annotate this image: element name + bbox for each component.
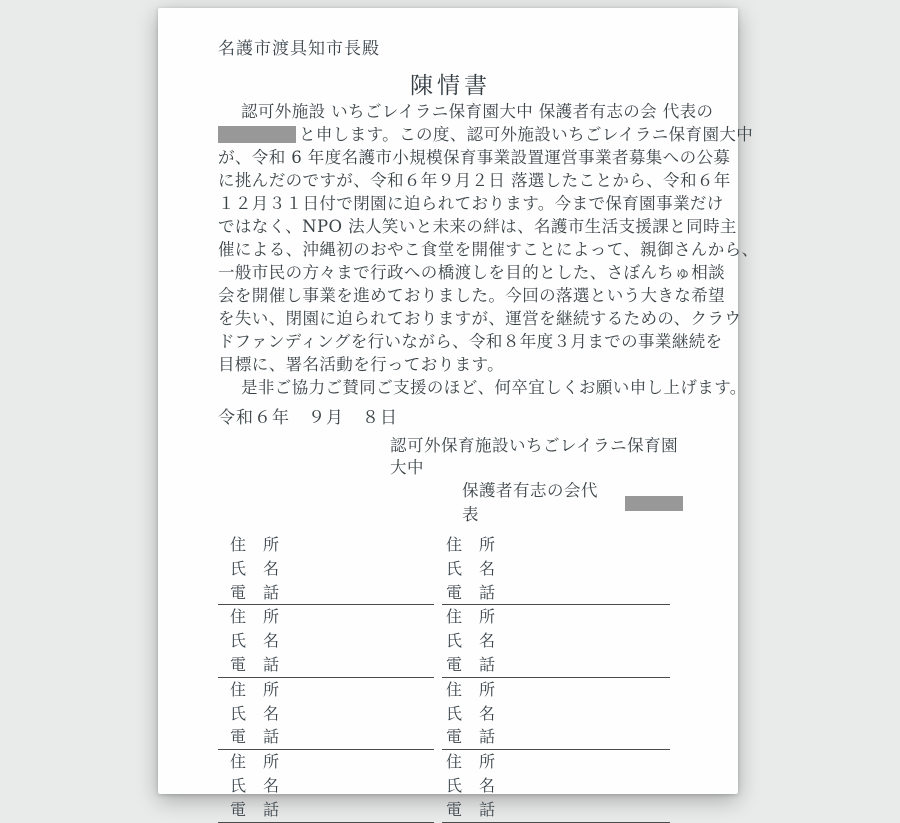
address-label: 住 所 bbox=[230, 752, 280, 772]
body-line: 催による、沖縄初のおやこ食堂を開催すことによって、親御さんから、 bbox=[218, 240, 759, 259]
signer-block bbox=[218, 750, 434, 822]
body-line-text: と申します。この度、認可外施設いちごレイラニ保育園大中 bbox=[299, 125, 754, 144]
phone-label: 電 話 bbox=[446, 799, 496, 819]
address-label: 住 所 bbox=[446, 607, 496, 627]
body-line: １２月３１日付で閉園に迫られております。今まで保育園事業だけ bbox=[218, 194, 724, 213]
body-line: に挑んだのですが、令和６年９月２日 落選したことから、令和６年 bbox=[218, 171, 731, 190]
address-label: 住 所 bbox=[230, 607, 280, 627]
signature-organization: 認可外保育施設いちごレイラニ保育園大中 bbox=[390, 436, 679, 477]
petition-document-page bbox=[158, 8, 759, 819]
phone-label: 電 話 bbox=[446, 654, 496, 674]
body-line: を失い、閉園に迫られておりますが、運営を継続するための、クラウ bbox=[218, 309, 742, 328]
signature-collection-form bbox=[218, 533, 683, 823]
body-line: 目標に、署名活動を行っております。 bbox=[218, 355, 504, 374]
document-title: 陳情書 bbox=[410, 73, 491, 99]
form-column-right bbox=[442, 533, 670, 823]
name-label: 氏 名 bbox=[446, 703, 496, 723]
phone-label: 電 話 bbox=[446, 582, 496, 602]
petition-body bbox=[218, 100, 759, 399]
body-line: 会を開催し事業を進めておりました。今回の落選という大きな希望 bbox=[218, 286, 725, 305]
redacted-name-box bbox=[218, 126, 296, 143]
address-label: 住 所 bbox=[446, 535, 496, 554]
body-line: が、令和 6 年度名護市小規模保育事業設置運営事業者募集への公募 bbox=[218, 148, 731, 167]
body-line-with-redaction bbox=[218, 123, 754, 146]
form-column-left bbox=[218, 533, 434, 823]
body-line: 一般市民の方々まで行政への橋渡しを目的とした、さぼんちゅ相談 bbox=[218, 263, 725, 282]
phone-label: 電 話 bbox=[230, 654, 280, 674]
name-label: 氏 名 bbox=[230, 775, 280, 795]
phone-label: 電 話 bbox=[230, 727, 280, 747]
name-label: 氏 名 bbox=[230, 631, 280, 651]
name-label: 氏 名 bbox=[446, 558, 496, 578]
body-line: ではなく、NPO 法人笑いと未来の絆は、名護市生活支援課と同時主 bbox=[218, 217, 737, 236]
redacted-signature-name-box bbox=[625, 496, 683, 511]
address-label: 住 所 bbox=[230, 535, 280, 554]
body-line: 認可外施設 いちごレイラニ保育園大中 保護者有志の会 代表の bbox=[241, 102, 714, 121]
address-label: 住 所 bbox=[446, 752, 496, 772]
body-line: 是非ご協力ご賛同ご支援のほど、何卒宜しくお願い申し上げます。 bbox=[241, 378, 747, 397]
phone-label: 電 話 bbox=[230, 799, 280, 819]
phone-label: 電 話 bbox=[230, 582, 280, 602]
signature-representative-label: 保護者有志の会代表 bbox=[462, 481, 598, 524]
signer-block bbox=[218, 533, 434, 605]
signer-block bbox=[442, 678, 670, 750]
address-label: 住 所 bbox=[230, 679, 280, 699]
signer-block bbox=[442, 605, 670, 677]
signer-block bbox=[218, 678, 434, 750]
body-line: ドファンディングを行いながら、令和８年度３月までの事業継続を bbox=[218, 332, 723, 351]
name-label: 氏 名 bbox=[446, 631, 496, 651]
date-line: 令和６年 ９月 ８日 bbox=[218, 408, 398, 428]
name-label: 氏 名 bbox=[446, 775, 496, 795]
addressee-line: 名護市渡具知市長殿 bbox=[218, 39, 380, 59]
signer-block bbox=[442, 533, 670, 605]
address-label: 住 所 bbox=[446, 679, 496, 699]
signer-block bbox=[442, 750, 670, 822]
signer-block bbox=[218, 605, 434, 677]
signature-representative bbox=[462, 479, 683, 527]
name-label: 氏 名 bbox=[230, 703, 280, 723]
name-label: 氏 名 bbox=[230, 558, 280, 578]
phone-label: 電 話 bbox=[446, 727, 496, 747]
